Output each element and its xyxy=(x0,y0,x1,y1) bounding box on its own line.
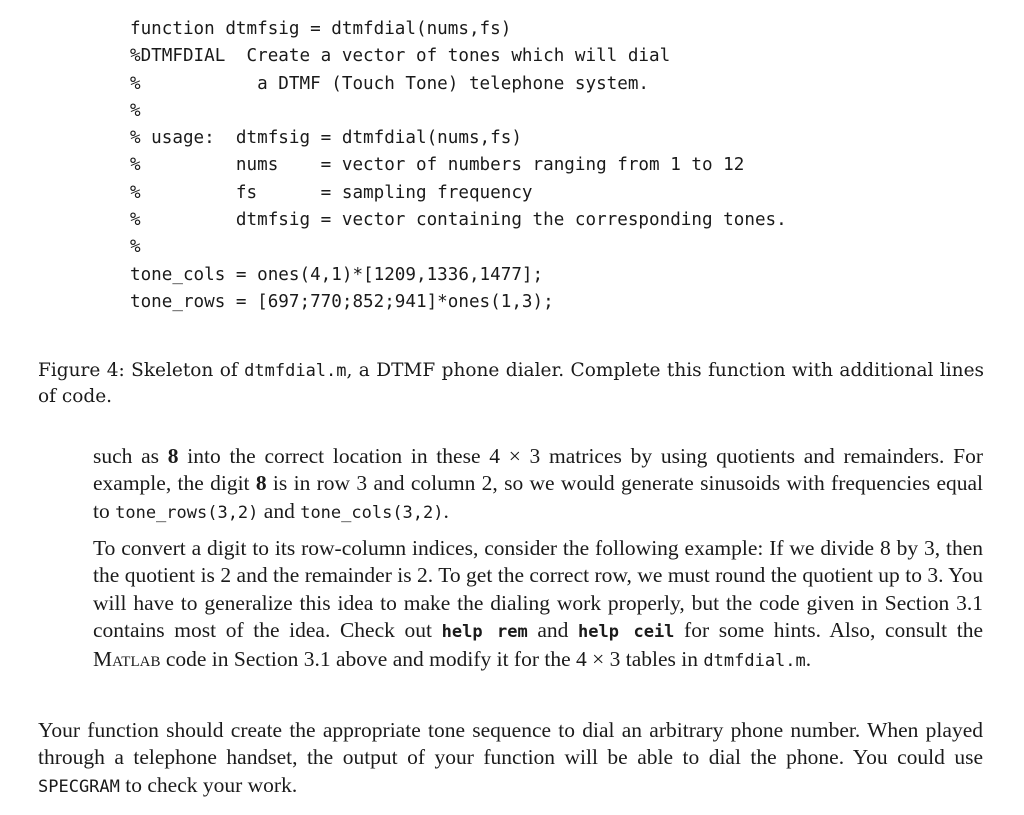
text: . xyxy=(443,498,449,523)
text: is in row 3 and column 2, so we would generate sinusoids with frequencies equal to xyxy=(93,471,983,523)
text: . xyxy=(805,647,812,672)
text: and xyxy=(258,498,301,523)
caption-filename: dtmfdial.m xyxy=(244,361,347,381)
code-inline: tone_cols(3,2) xyxy=(300,502,444,523)
bold-digit: 8 xyxy=(167,444,179,468)
code-line: % a DTMF (Touch Tone) telephone system. xyxy=(130,73,650,94)
text: and xyxy=(527,617,579,642)
code-inline: dtmfdial.m xyxy=(703,651,806,672)
code-line: tone_cols = ones(4,1)*[1209,1336,1477]; xyxy=(130,264,544,285)
bold-digit: 8 xyxy=(255,471,267,496)
code-line: tone_rows = [697;770;852;941]*ones(1,3); xyxy=(130,291,554,312)
code-line: % dtmfsig = vector containing the corresponding tones. xyxy=(130,210,787,231)
code-inline: SPECGRAM xyxy=(38,776,120,797)
text: for some hints. Also, consult the xyxy=(674,617,983,642)
code-inline: tone_rows(3,2) xyxy=(115,502,259,523)
code-line: function dtmfsig = dtmfdial(nums,fs) xyxy=(130,19,512,39)
paragraph-conversion xyxy=(93,535,983,675)
text: such as xyxy=(93,444,168,468)
caption-text: Skeleton of xyxy=(124,360,245,381)
code-inline: help rem xyxy=(441,621,528,642)
code-line: %DTMFDIAL Create a vector of tones which will dial xyxy=(130,46,671,67)
text: Your function should create the appropriate tone sequence to dial an arbitrary phone number. When played through a telephone handset, the output of your function will be able to dial the phone. You could use xyxy=(38,718,983,770)
text: to check your work. xyxy=(119,772,298,797)
matlab-name: Matlab xyxy=(93,647,161,672)
code-listing xyxy=(130,16,787,316)
code-line: % fs = sampling frequency xyxy=(130,182,533,203)
code-line: % xyxy=(130,237,141,258)
code-inline: help ceil xyxy=(578,621,675,642)
code-line: % nums = vector of numbers ranging from 1 to 12 xyxy=(130,155,745,176)
code-line: % xyxy=(130,100,141,121)
paragraph-function xyxy=(38,717,983,801)
text: code in Section 3.1 above and modify it for the 4 × 3 tables in xyxy=(160,647,704,672)
paragraph-row-col xyxy=(93,443,983,527)
text: To convert a digit to its row-column indices, consider the following example: If we divide 8 by 3, then the quotient is 2 and the remainder is 2. To get the correct row, we must round the quotient up to 3. You will have to generalize this idea to make the dialing work properly, but the code given in Section 3.1 contains most of the idea. Check out xyxy=(93,536,983,642)
caption-text: , a DTMF phone dialer. Complete this function with additional lines of code. xyxy=(38,360,985,407)
caption-label: Figure 4: xyxy=(38,360,125,381)
figure-caption xyxy=(38,358,984,409)
code-line: % usage: dtmfsig = dtmfdial(nums,fs) xyxy=(130,128,522,149)
text: into the correct location in these 4 × 3 matrices by using quotients and remainders. For example, the digit xyxy=(93,444,983,496)
